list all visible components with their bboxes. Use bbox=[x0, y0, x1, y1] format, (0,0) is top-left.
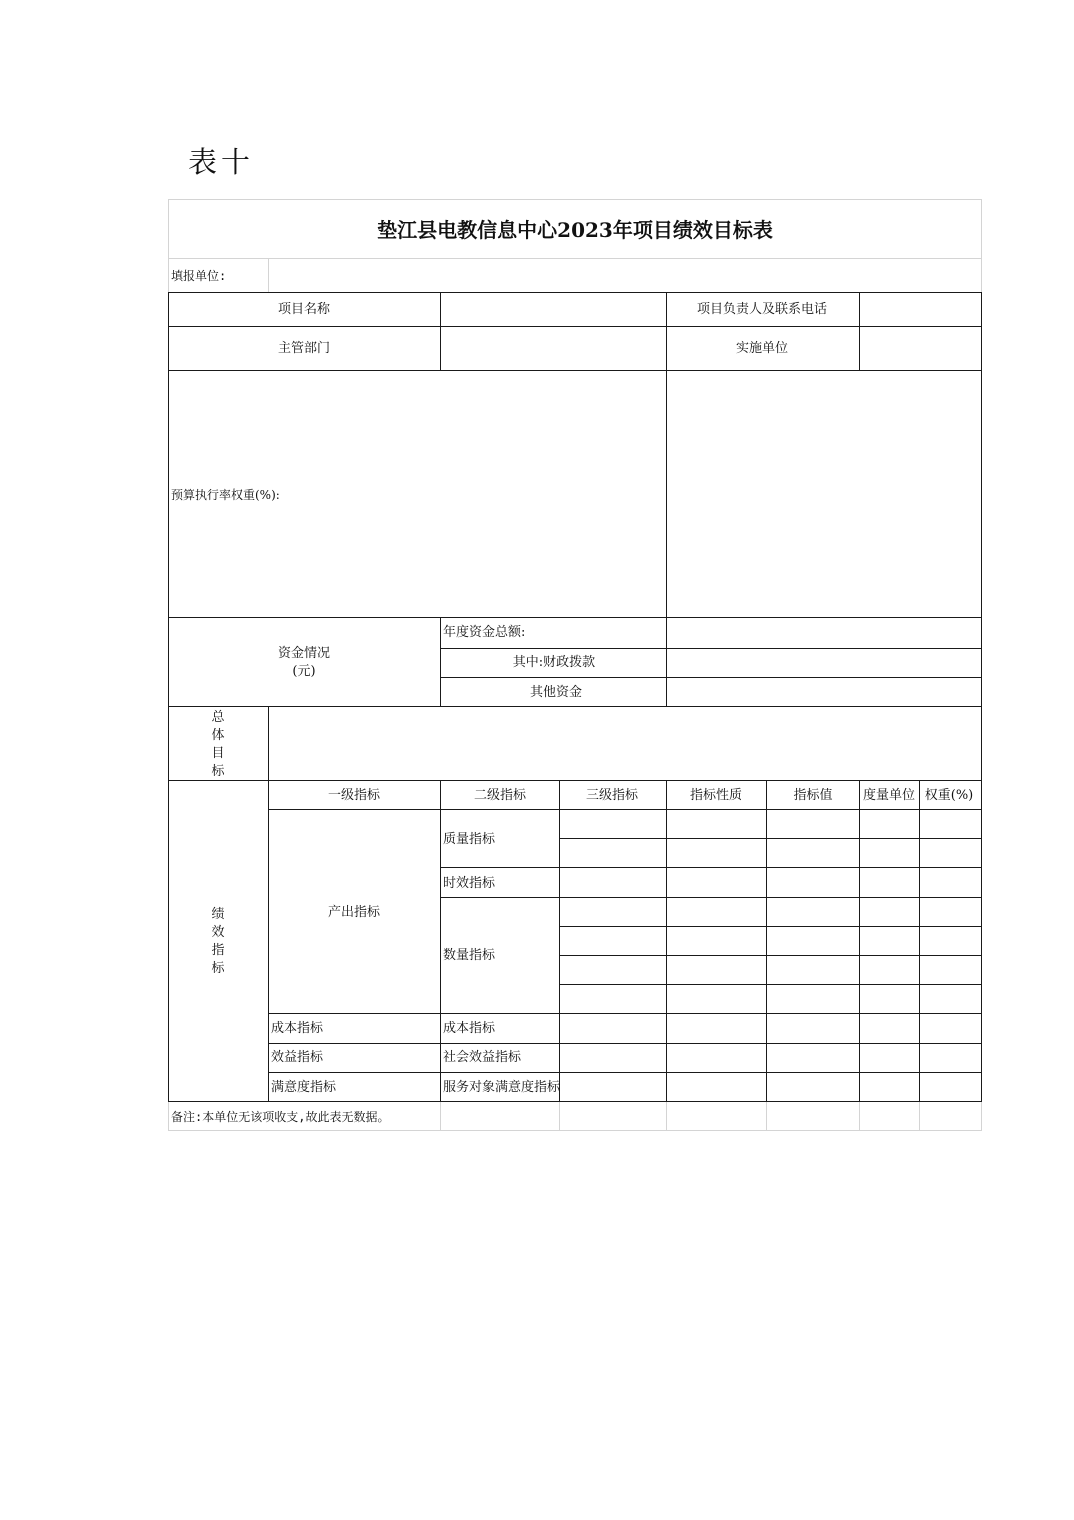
fill-unit-label: 填报单位: bbox=[171, 269, 227, 283]
remark-note: 备注:本单位无该项收支,故此表无数据。 bbox=[171, 1110, 390, 1124]
benefit-l2-label: 社会效益指标 bbox=[443, 1050, 522, 1065]
table-line bbox=[440, 780, 441, 1102]
grid-line bbox=[766, 1101, 767, 1131]
page-heading: 表十 bbox=[188, 145, 255, 179]
dept-label: 主管部门 bbox=[277, 341, 331, 356]
table-line bbox=[268, 809, 982, 810]
overall-goal-char: 体 bbox=[211, 728, 225, 743]
table-line bbox=[440, 897, 982, 898]
quantity-indicator-label: 数量指标 bbox=[443, 948, 496, 963]
table-line bbox=[919, 780, 920, 1102]
quality-indicator-label: 质量指标 bbox=[443, 832, 496, 847]
table-line bbox=[766, 780, 767, 1102]
overall-goal-char: 总 bbox=[211, 710, 225, 725]
grid-line bbox=[981, 1101, 982, 1131]
table-line bbox=[859, 292, 860, 371]
table-line bbox=[268, 1013, 982, 1014]
timeliness-indicator-label: 时效指标 bbox=[443, 876, 496, 891]
satisfaction-l1-label: 满意度指标 bbox=[271, 1080, 337, 1095]
column-header: 权重(%) bbox=[924, 788, 974, 803]
output-indicator-label: 产出指标 bbox=[327, 905, 381, 920]
cost-l2-label: 成本指标 bbox=[443, 1021, 496, 1036]
table-line bbox=[440, 648, 982, 649]
grid-line bbox=[919, 1101, 920, 1131]
perf-indicator-label bbox=[210, 906, 226, 978]
table-line bbox=[559, 780, 560, 1102]
table-line bbox=[440, 677, 982, 678]
benefit-l1-label: 效益指标 bbox=[271, 1050, 324, 1065]
grid-line bbox=[168, 1101, 169, 1131]
annual-total-label: 年度资金总额: bbox=[443, 625, 526, 640]
table-line bbox=[666, 292, 667, 707]
perf-char: 指 bbox=[211, 943, 225, 958]
project-lead-label: 项目负责人及联系电话 bbox=[696, 302, 828, 317]
impl-unit-label: 实施单位 bbox=[735, 341, 789, 356]
table-line bbox=[981, 292, 982, 1102]
table-line bbox=[859, 780, 860, 1102]
table-line bbox=[168, 617, 982, 618]
column-header: 度量单位 bbox=[862, 788, 916, 803]
grid-line bbox=[859, 1101, 860, 1131]
grid-line bbox=[268, 258, 269, 293]
perf-char: 绩 bbox=[211, 907, 225, 922]
table-line bbox=[268, 1072, 982, 1073]
project-name-label: 项目名称 bbox=[277, 302, 331, 317]
grid-line bbox=[168, 199, 169, 293]
table-line bbox=[168, 706, 982, 707]
column-header: 二级指标 bbox=[473, 788, 527, 803]
column-header: 指标值 bbox=[793, 788, 833, 803]
grid-line bbox=[168, 199, 982, 200]
table-line bbox=[666, 780, 667, 1102]
form-title: 垫江县电教信息中心2023年项目绩效目标表 bbox=[377, 218, 773, 242]
column-header: 指标性质 bbox=[689, 788, 743, 803]
grid-line bbox=[981, 199, 982, 293]
fiscal-label: 其中:财政拨款 bbox=[512, 655, 596, 670]
grid-line bbox=[559, 1101, 560, 1131]
other-funds-label: 其他资金 bbox=[529, 685, 583, 700]
column-header: 三级指标 bbox=[585, 788, 639, 803]
grid-line bbox=[168, 258, 982, 259]
satisfaction-l2-label: 服务对象满意度指标 bbox=[443, 1080, 561, 1095]
table-line bbox=[440, 617, 441, 707]
grid-line bbox=[666, 1101, 667, 1131]
table-line bbox=[268, 1043, 982, 1044]
budget-rate-label: 预算执行率权重(%): bbox=[171, 488, 280, 502]
overall-goal-label bbox=[210, 709, 226, 781]
table-line bbox=[268, 706, 269, 1102]
funds-label: 资金情况 bbox=[277, 646, 331, 661]
grid-line bbox=[440, 1101, 441, 1131]
table-line bbox=[440, 867, 982, 868]
perf-char: 标 bbox=[211, 961, 225, 976]
cost-l1-label: 成本指标 bbox=[271, 1021, 324, 1036]
overall-goal-char: 目 bbox=[211, 746, 225, 761]
overall-goal-char: 标 bbox=[211, 764, 225, 779]
funds-unit: (元) bbox=[292, 664, 316, 679]
table-line bbox=[168, 292, 169, 1102]
table-line bbox=[440, 292, 441, 371]
perf-char: 效 bbox=[211, 925, 225, 940]
column-header: 一级指标 bbox=[327, 788, 381, 803]
